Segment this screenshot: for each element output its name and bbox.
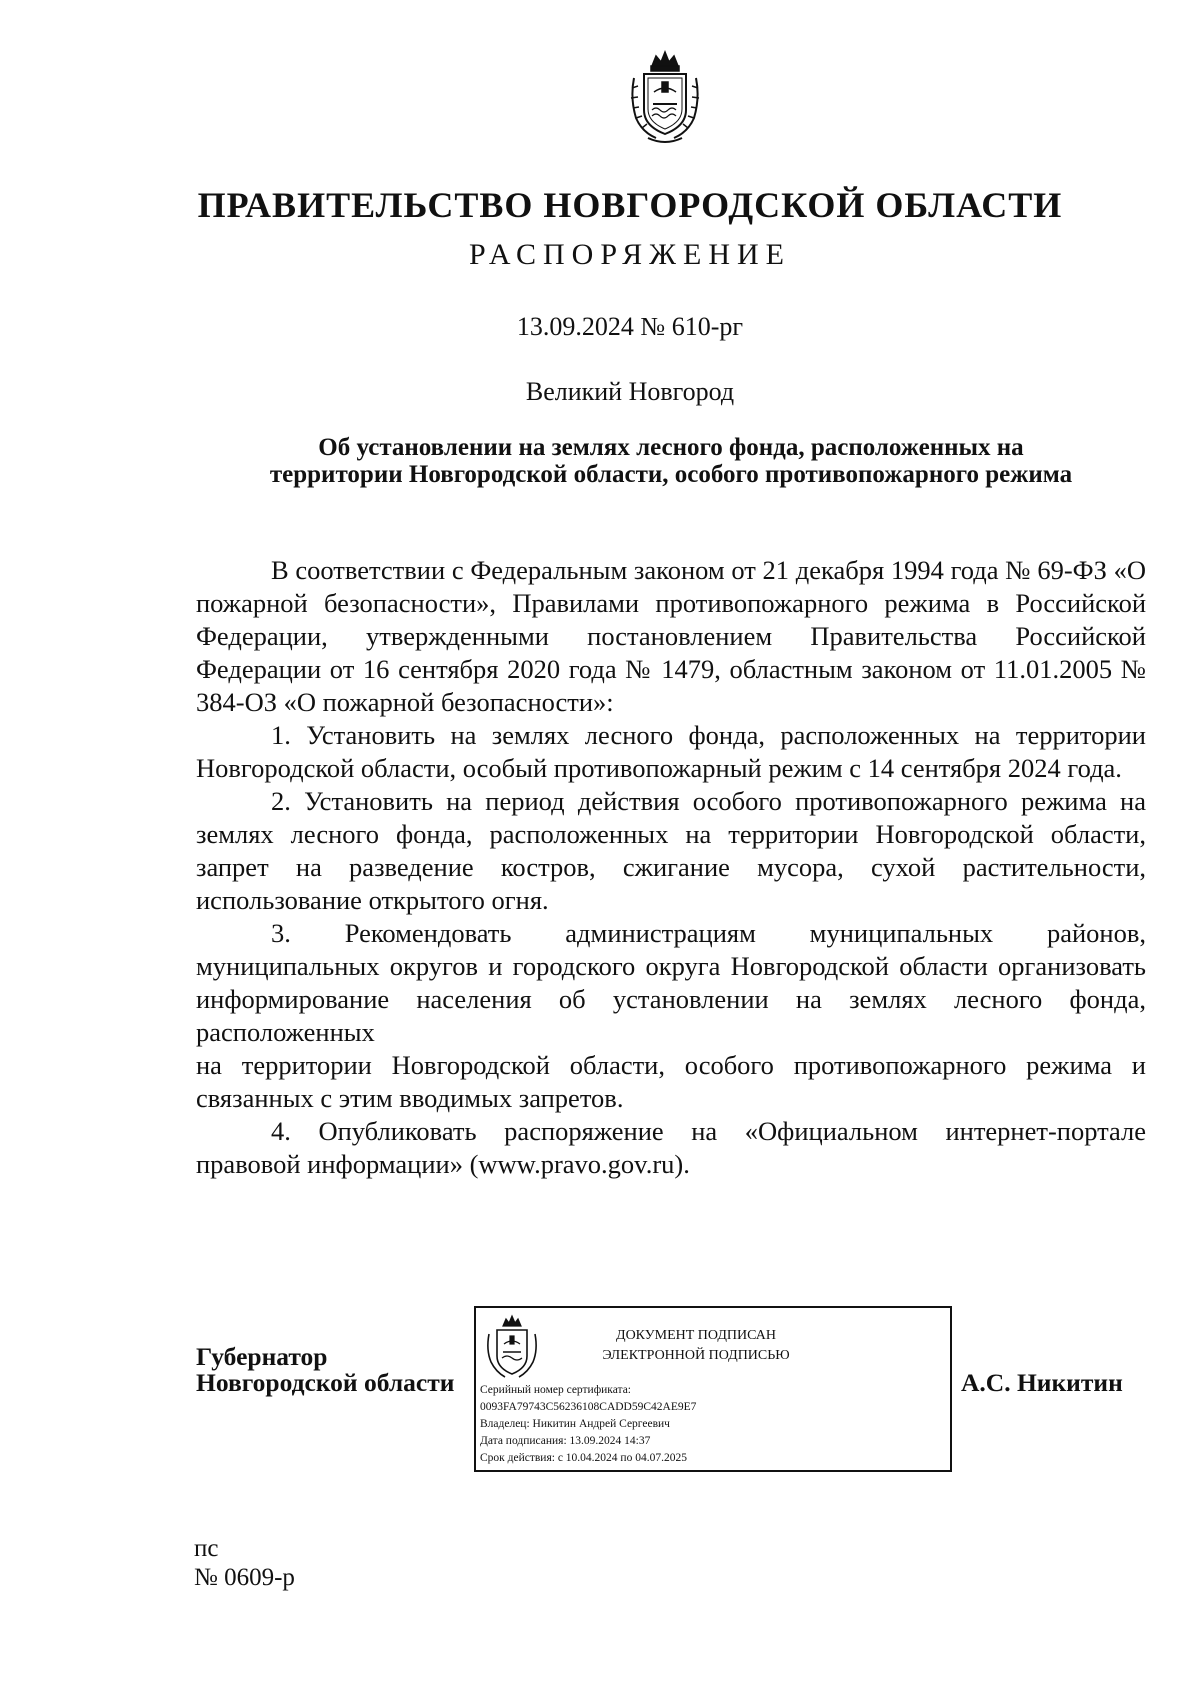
document-body	[196, 554, 1146, 1181]
stamp-header-line-1: ДОКУМЕНТ ПОДПИСАН	[616, 1328, 776, 1343]
document-city: Великий Новгород	[525, 377, 735, 406]
subject-line-1: Об установлении на землях лесного фонда, расположенных на	[318, 434, 1024, 461]
stamp-header	[576, 1326, 816, 1366]
footer-line-1: пс	[194, 1535, 219, 1562]
novgorod-coat-of-arms-icon	[626, 48, 704, 148]
electronic-signature-stamp	[474, 1306, 952, 1472]
stamp-cert-label: Серийный номер сертификата:	[480, 1384, 631, 1396]
stamp-cert-number: 0093FA79743C56236108CADD59C42AE9E7	[480, 1401, 697, 1413]
signer-position-line-2: Новгородской области	[196, 1368, 455, 1397]
government-title: ПРАВИТЕЛЬСТВО НОВГОРОДСКОЙ ОБЛАСТИ	[197, 185, 1063, 225]
item-3-continuation: на территории Новгородской области, особого противопожарного режима и связанных с этим вводимых запретов.	[196, 1050, 1146, 1113]
signer-name: А.С. Никитин	[961, 1368, 1123, 1397]
stamp-signed-date: Дата подписания: 13.09.2024 14:37	[480, 1435, 651, 1447]
stamp-header-line-2: ЭЛЕКТРОННОЙ ПОДПИСЬЮ	[602, 1348, 790, 1363]
document-date-number: 13.09.2024 № 610-рг	[516, 312, 744, 341]
stamp-validity: Срок действия: с 10.04.2024 по 04.07.2025	[480, 1452, 687, 1464]
preamble-paragraph: В соответствии с Федеральным законом от 21 декабря 1994 года № 69-ФЗ «О пожарной безопасности», Правилами противопожарного режима в Российской Федерации, утвержденными постановлением Правительства Российской Федерации от 16 сентября 2020 года № 1479, областным законом от 11.01.2005 № 384-ОЗ «О пожарной безопасности»:	[196, 555, 1146, 717]
document-subject	[196, 434, 1146, 488]
subject-line-2: территории Новгородской области, особого противопожарного режима	[269, 461, 1073, 488]
document-type: РАСПОРЯЖЕНИЕ	[468, 238, 792, 271]
stamp-owner: Владелец: Никитин Андрей Сергеевич	[480, 1418, 670, 1430]
signer-position	[196, 1344, 454, 1396]
stamp-details	[480, 1382, 950, 1467]
stamp-coat-of-arms-icon	[484, 1314, 540, 1382]
item-2-paragraph: 2. Установить на период действия особого противопожарного режима на землях лесного фонда, расположенных на территории Новгородской области, запрет на разведение костров, сжигание мусора, сухой растительности, использование открытого огня.	[196, 786, 1146, 915]
item-4-paragraph: 4. Опубликовать распоряжение на «Официальном интернет-портале правовой информации» (www.pravo.gov.ru).	[196, 1116, 1146, 1179]
item-1-paragraph: 1. Установить на землях лесного фонда, расположенных на территории Новгородской области, особый противопожарный режим с 14 сентября 2024 года.	[196, 720, 1146, 783]
item-3-paragraph: 3. Рекомендовать администрациям муниципальных районов, муниципальных округов и городского округа Новгородской области организовать информирование населения об установлении на землях лесного фонда, расположенных	[196, 918, 1146, 1047]
signer-position-line-1: Губернатор	[196, 1342, 328, 1371]
footer-line-2: № 0609-р	[194, 1564, 295, 1591]
footer-code	[194, 1534, 295, 1592]
